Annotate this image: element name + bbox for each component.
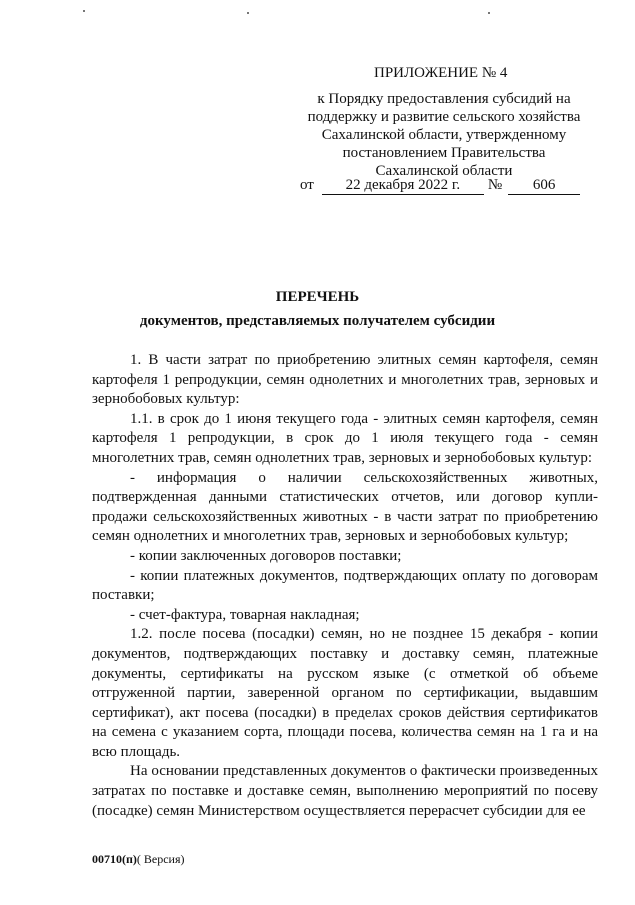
paragraph: 1. В части затрат по приобретению элитных семян картофеля, семян картофеля 1 репродукции, семян однолетних и многолетних трав, зерновых и зернобобовых культур:	[92, 352, 598, 408]
paragraph: - счет-фактура, товарная накладная;	[130, 606, 360, 623]
document-footer	[92, 852, 185, 867]
number-label: №	[487, 177, 503, 193]
paragraph: - копии заключенных договоров поставки;	[130, 547, 402, 564]
paragraph: - информация о наличии сельскохозяйственных животных, подтвержденная данными статистических отчетов, или договор купли-продажи сельскохозяйственных животных - в части затрат по приобретению семян однолетних и многолетних трав, зерновых и зернобобовых культур;	[92, 469, 598, 545]
document-code: 00710(п)	[92, 852, 137, 866]
document-subtitle: документов, представляемых получателем субсидии	[139, 313, 496, 329]
from-label: от	[300, 177, 314, 193]
paragraph: 1.2. после посева (посадки) семян, но не позднее 15 декабря - копии документов, подтверждающих поставку и доставку семян, платежные документы, сертификаты на русском языке (с отметкой об объеме отгруженной партии, заверенной органом по сертификации, выдавшим сертификат), акт посева (посадки) в пределах сроков действия сертификатов на семена с указанием сорта, площади посева, количества семян на 1 га и на всю площадь.	[92, 626, 598, 760]
document-title: ПЕРЕЧЕНЬ	[275, 289, 360, 305]
reference-line: Сахалинской области, утвержденному	[321, 127, 567, 143]
reference-line: к Порядку предоставления субсидий на	[317, 91, 571, 107]
document-version: ( Версия)	[136, 852, 185, 866]
appendix-reference	[294, 90, 594, 180]
reference-line: поддержку и развитие сельского хозяйства	[307, 109, 581, 125]
paragraph: - копии платежных документов, подтверждающих оплату по договорам поставки;	[92, 567, 598, 604]
scan-speck	[83, 10, 85, 12]
decree-number: 606	[508, 176, 580, 195]
paragraph: 1.1. в срок до 1 июня текущего года - элитных семян картофеля, семян картофеля 1 репродукции, в срок до 1 июля текущего года - семян многолетних трав, семян однолетних трав, зерновых и зернобобовых культур:	[92, 410, 598, 466]
reference-line: постановлением Правительства	[342, 145, 546, 161]
appendix-label: ПРИЛОЖЕНИЕ № 4	[374, 65, 508, 81]
decree-date-line	[300, 176, 580, 195]
document-body	[92, 351, 598, 821]
paragraph: На основании представленных документов о фактически произведенных затратах по поставке и доставке семян, выполнению мероприятий по посеву (посадке) семян Министерством осуществляется перерасчет субсидии для ее	[92, 763, 598, 819]
scan-speck	[488, 12, 490, 14]
decree-date: 22 декабря 2022 г.	[322, 176, 484, 195]
scan-speck	[247, 12, 249, 14]
reference-line: Сахалинской области	[375, 163, 513, 179]
